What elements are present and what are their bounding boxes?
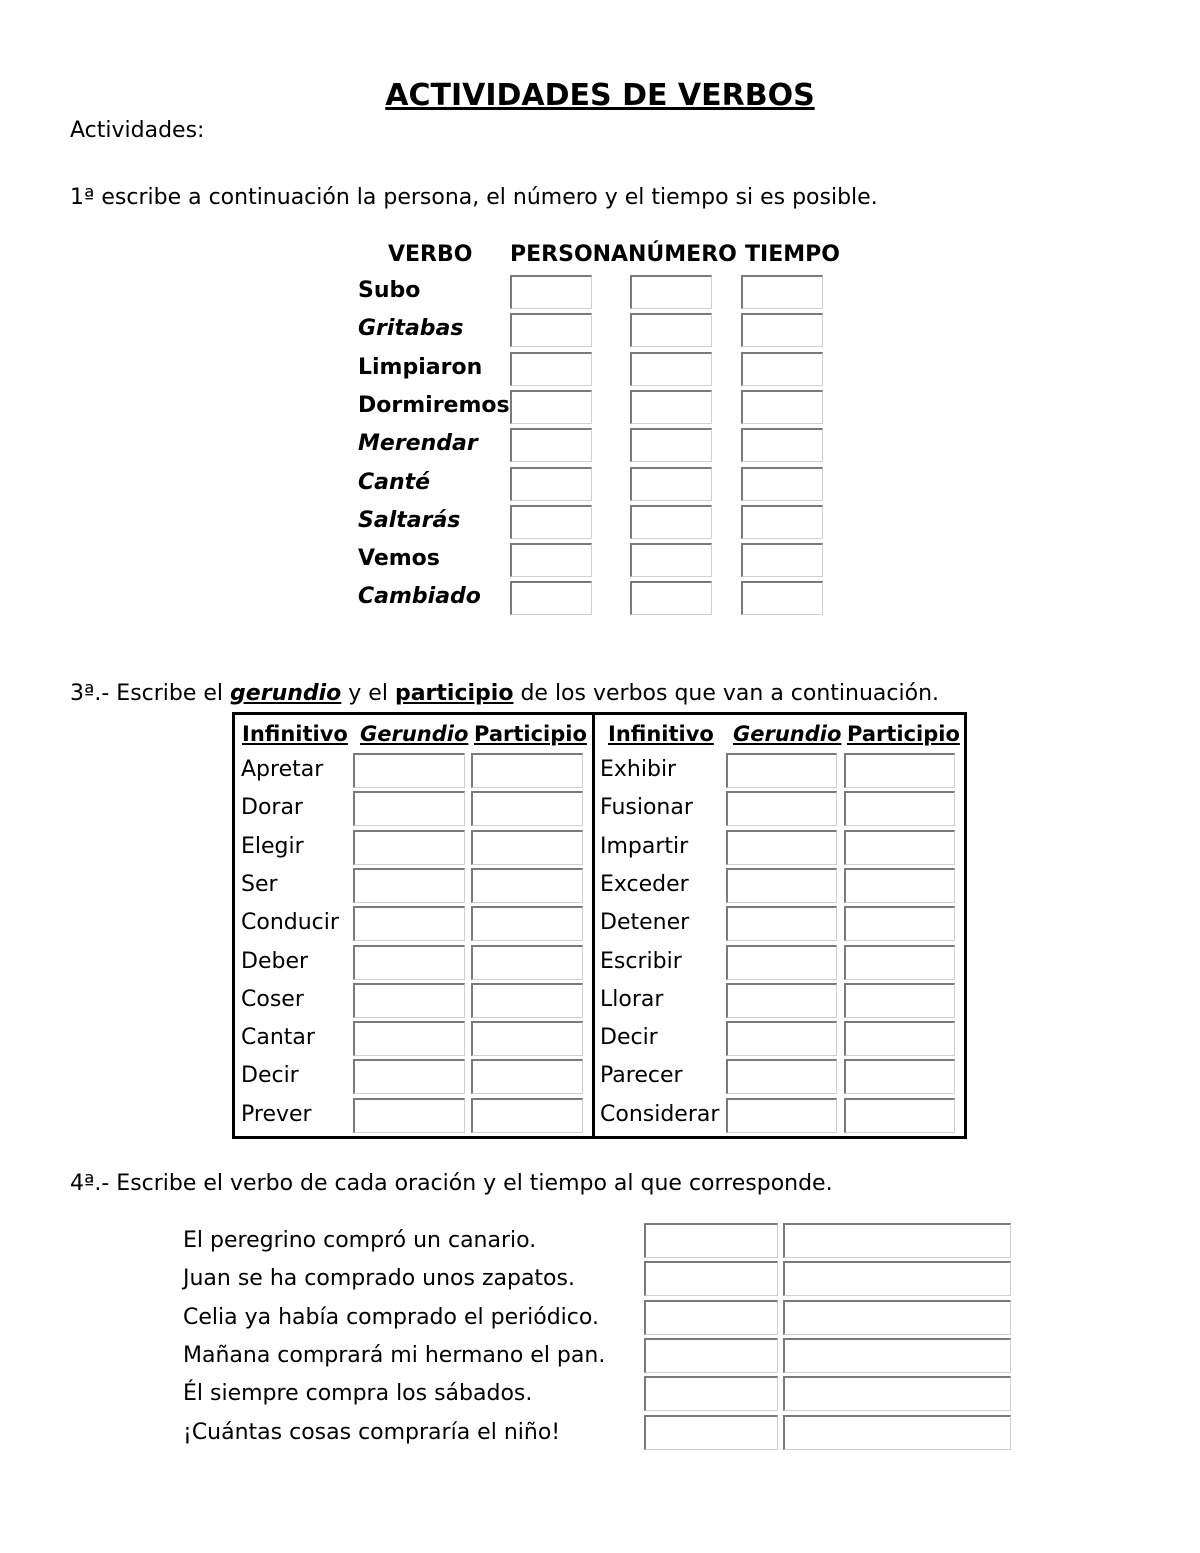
header-persona: PERSONA [510,242,629,267]
infinitivo-label: Escribir [600,948,682,974]
infinitivo-label: Conducir [241,910,339,936]
gerundio-input[interactable] [726,906,837,941]
header-participio-right: Participio [847,722,960,746]
numero-input[interactable] [630,275,712,309]
infinitivo-label: Considerar [600,1101,720,1127]
infinitivo-label: Ser [241,871,278,897]
infinitivo-label: Dorar [241,795,303,821]
verb-label: Canté [358,469,431,495]
header-infinitivo-left: Infinitivo [242,722,348,746]
sentence-label: Mañana comprará mi hermano el pan. [183,1342,606,1368]
gerundio-input[interactable] [353,1021,465,1056]
persona-input[interactable] [510,390,592,424]
verbo-input[interactable] [644,1223,778,1258]
participio-input[interactable] [844,983,955,1018]
gerundio-input[interactable] [726,983,837,1018]
header-participio-left: Participio [474,722,587,746]
participio-input[interactable] [844,868,955,903]
infinitivo-label: Exceder [600,871,689,897]
numero-input[interactable] [630,313,712,347]
participio-input[interactable] [471,1098,583,1133]
participio-input[interactable] [844,753,955,788]
tiempo-input[interactable] [783,1376,1011,1411]
participio-input[interactable] [471,791,583,826]
sentence-label: ¡Cuántas cosas compraría el niño! [183,1419,561,1445]
verb-label: Vemos [358,546,440,572]
infinitivo-label: Parecer [600,1063,683,1089]
verb-label: Saltarás [358,507,461,533]
header-numero: NÚMERO [628,242,737,267]
gerundio-input[interactable] [726,1021,837,1056]
numero-input[interactable] [630,543,712,577]
infinitivo-label: Exhibir [600,757,677,782]
intro-label: Actividades: [70,118,205,143]
persona-input[interactable] [510,505,592,539]
exercise-4-prompt: 4ª.- Escribe el verbo de cada oración y el tiempo al que corresponde. [70,1171,833,1196]
exercise-1-prompt: 1ª escribe a continuación la persona, el número y el tiempo si es posible. [70,185,878,210]
tiempo-input[interactable] [741,352,823,386]
tiempo-input[interactable] [783,1300,1011,1335]
verb-label: Subo [358,278,421,303]
sentence-label: El peregrino compró un canario. [183,1228,537,1253]
verbo-input[interactable] [644,1300,778,1335]
participio-input[interactable] [844,906,955,941]
infinitivo-label: Detener [600,910,690,936]
participio-input[interactable] [471,830,583,865]
gerundio-input[interactable] [353,753,465,788]
gerundio-input[interactable] [726,830,837,865]
infinitivo-label: Fusionar [600,795,693,821]
verb-label: Gritabas [358,316,464,342]
infinitivo-label: Decir [241,1063,299,1089]
tiempo-input[interactable] [741,313,823,347]
gerundio-input[interactable] [353,1098,465,1133]
verb-label: Limpiaron [358,354,483,380]
tiempo-input[interactable] [783,1261,1011,1296]
numero-input[interactable] [630,581,712,615]
gerundio-input[interactable] [726,1059,837,1094]
tiempo-input[interactable] [741,581,823,615]
sentence-label: Juan se ha comprado unos zapatos. [183,1266,575,1292]
infinitivo-label: Apretar [241,757,324,782]
numero-input[interactable] [630,428,712,462]
prompt-text: 3ª.- Escribe el [70,681,231,706]
verb-label: Merendar [358,431,478,457]
gerundio-input[interactable] [726,791,837,826]
numero-input[interactable] [630,505,712,539]
gerundio-input[interactable] [726,945,837,980]
gerundio-input[interactable] [353,983,465,1018]
numero-input[interactable] [630,390,712,424]
infinitivo-label: Elegir [241,833,304,859]
header-gerundio-right: Gerundio [733,722,842,746]
infinitivo-label: Impartir [600,833,689,859]
participio-input[interactable] [844,791,955,826]
gerundio-input[interactable] [726,1098,837,1133]
infinitivo-label: Deber [241,948,309,974]
participio-input[interactable] [844,1059,955,1094]
gerundio-input[interactable] [353,830,465,865]
header-verbo: VERBO [388,242,473,267]
header-infinitivo-right: Infinitivo [608,722,714,746]
prompt-participio: participio [394,681,514,706]
tiempo-input[interactable] [741,390,823,424]
infinitivo-label: Coser [241,986,304,1012]
tiempo-input[interactable] [741,543,823,577]
participio-input[interactable] [844,830,955,865]
tiempo-input[interactable] [783,1223,1011,1258]
numero-input[interactable] [630,467,712,501]
gerundio-input[interactable] [353,945,465,980]
participio-input[interactable] [844,945,955,980]
participio-input[interactable] [471,868,583,903]
gerundio-input[interactable] [353,1059,465,1094]
tiempo-input[interactable] [741,467,823,501]
infinitivo-label: Cantar [241,1025,315,1051]
persona-input[interactable] [510,313,592,347]
tiempo-input[interactable] [783,1415,1011,1450]
gerundio-input[interactable] [726,868,837,903]
page-title: ACTIVIDADES DE VERBOS [385,78,815,113]
participio-input[interactable] [471,906,583,941]
header-gerundio-left: Gerundio [360,722,469,746]
numero-input[interactable] [630,352,712,386]
verbo-input[interactable] [644,1376,778,1411]
participio-input[interactable] [471,1059,583,1094]
persona-input[interactable] [510,543,592,577]
prompt-gerundio: gerundio [230,681,342,706]
participio-input[interactable] [471,753,583,788]
exercise-3-prompt [70,681,939,706]
verb-label: Dormiremos [358,392,510,418]
verbo-input[interactable] [644,1261,778,1296]
gerundio-input[interactable] [353,868,465,903]
infinitivo-label: Prever [241,1101,312,1127]
tiempo-input[interactable] [741,505,823,539]
infinitivo-label: Decir [600,1025,658,1051]
verb-label: Cambiado [358,584,481,610]
persona-input[interactable] [510,581,592,615]
prompt-text: y el [341,681,395,706]
persona-input[interactable] [510,352,592,386]
tiempo-input[interactable] [741,275,823,309]
verbo-input[interactable] [644,1415,778,1450]
participio-input[interactable] [471,1021,583,1056]
infinitivo-label: Llorar [600,986,664,1012]
persona-input[interactable] [510,275,592,309]
gerundio-input[interactable] [726,753,837,788]
sentence-label: Celia ya había comprado el periódico. [183,1304,599,1330]
participio-input[interactable] [844,1021,955,1056]
sentence-label: Él siempre compra los sábados. [183,1381,533,1407]
tiempo-input[interactable] [741,428,823,462]
prompt-text: de los verbos que van a continuación. [513,681,940,706]
participio-input[interactable] [471,983,583,1018]
persona-input[interactable] [510,428,592,462]
header-tiempo: TIEMPO [745,242,840,267]
participio-input[interactable] [844,1098,955,1133]
persona-input[interactable] [510,467,592,501]
tiempo-input[interactable] [783,1338,1011,1373]
gerundio-input[interactable] [353,906,465,941]
gerundio-input[interactable] [353,791,465,826]
verbo-input[interactable] [644,1338,778,1373]
table-divider [592,712,595,1139]
participio-input[interactable] [471,945,583,980]
